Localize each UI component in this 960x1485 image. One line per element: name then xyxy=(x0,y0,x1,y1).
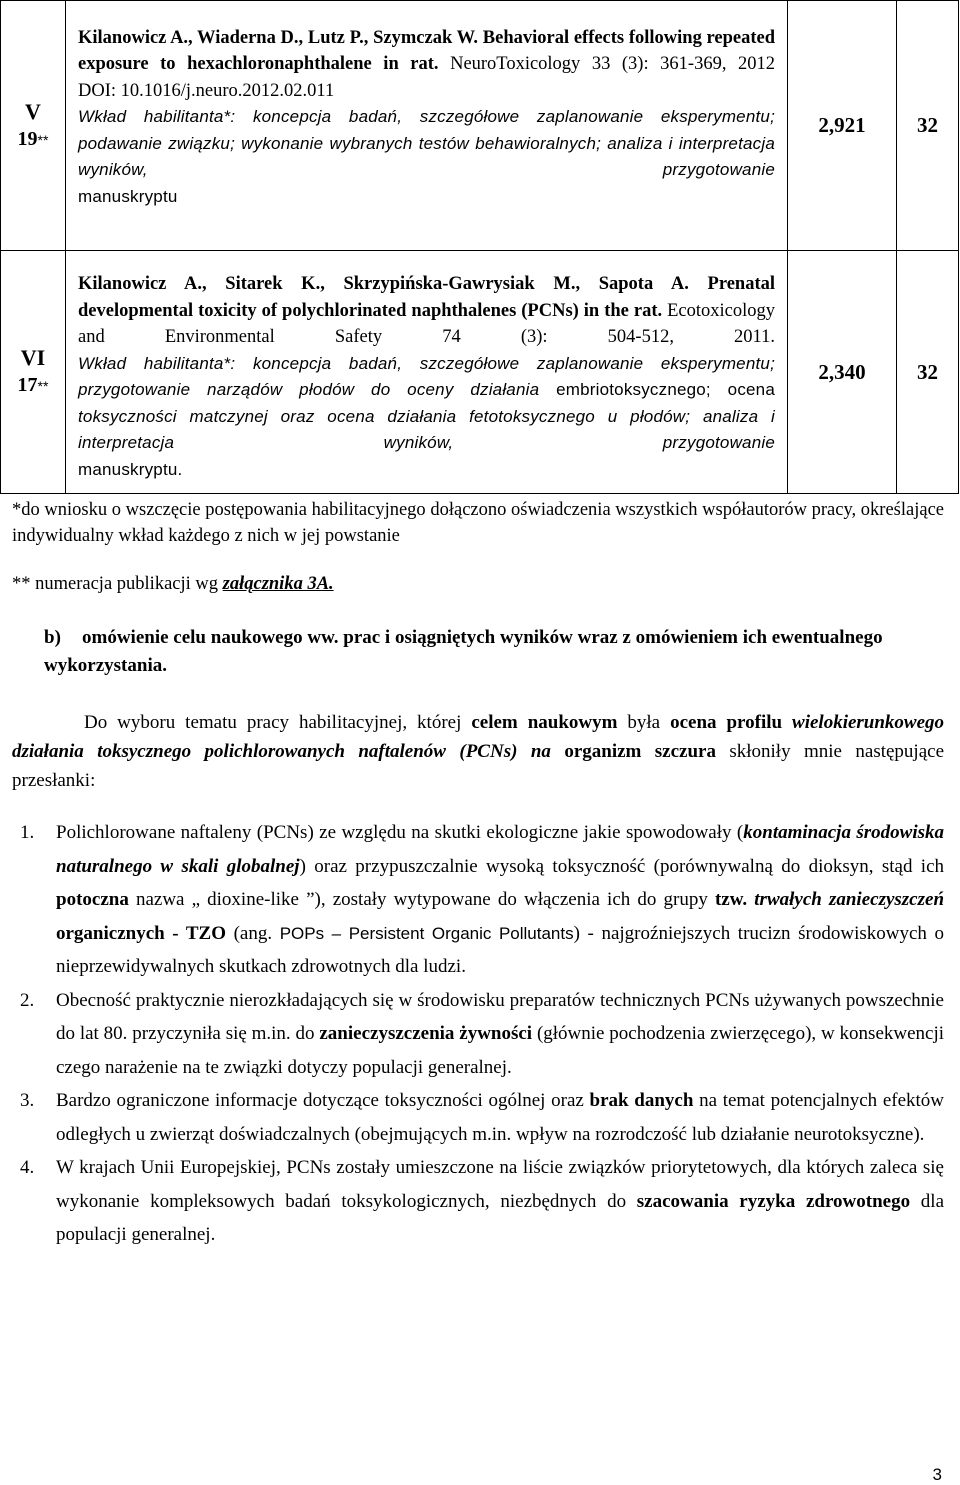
contribution-label: Wkład habilitanta*: xyxy=(78,107,236,127)
contribution-end: manuskryptu. xyxy=(78,459,183,479)
item-number: 1. xyxy=(20,822,35,843)
appendix-number: 17 xyxy=(17,374,38,396)
item-emphasis: organicznych - TZO xyxy=(56,922,227,944)
page-number: 3 xyxy=(932,1465,942,1484)
article-title: Prenatal developmental toxicity of polychlorinated naphthalenes (PCNs) in the rat. xyxy=(78,274,776,321)
item-text: (ang. xyxy=(233,922,273,944)
table-row xyxy=(1,251,959,494)
item-text: Polichlorowane naftaleny (PCNs) ze względu na skutki ekologiczne jakie spowodowały ( xyxy=(56,822,744,843)
contribution-text: koncepcja badań, szczegółowe zaplanowanie eksperymentu; przygotowanie narządów płodów do oceny działania xyxy=(78,353,775,399)
points: 32 xyxy=(897,251,959,494)
footnote-coauthors xyxy=(12,497,944,549)
list-item xyxy=(12,1151,944,1252)
item-text: ) - najgroźniejszych trucizn środowiskowych o nieprzewidywalnych skutkach zdrowotnych dla ludzi. xyxy=(56,922,944,977)
appendix-reference: załącznika 3A. xyxy=(222,574,334,594)
publication-description xyxy=(66,1,788,251)
impact-factor: 2,921 xyxy=(788,1,897,251)
intro-emphasis: wielokierunkowego działania toksycznego polichlorowanych naftalenów (PCNs) na xyxy=(12,712,945,762)
section-title: omówienie celu naukowego ww. prac i osiągniętych wyników wraz z omówieniem ich ewentualnego wykorzystania. xyxy=(44,627,883,676)
journal-citation: NeuroToxicology 33 (3): 361-369, 2012 xyxy=(450,54,775,75)
footnote-numbering xyxy=(12,571,944,597)
article-title: Behavioral effects following repeated exposure to hexachloronaphthalene in rat. xyxy=(78,27,776,75)
item-emphasis: szacowania ryzyka zdrowotnego xyxy=(636,1190,911,1212)
list-item xyxy=(12,1084,944,1151)
authors: Kilanowicz A., Sitarek K., Skrzypińska-Gawrysiak M., Sapota A. xyxy=(78,274,689,294)
publication-number xyxy=(1,1,66,251)
item-number: 3. xyxy=(20,1090,35,1111)
item-emphasis: trwałych zanieczyszczeń xyxy=(754,889,945,910)
item-text: Bardzo ograniczone informacje dotyczące toksyczności ogólnej oraz xyxy=(56,1090,584,1111)
table-row xyxy=(1,1,959,251)
list-item xyxy=(12,816,944,984)
item-text: W krajach Unii Europejskiej, PCNs zostały umieszczone na liście związków priorytetowych, dla których zaleca się wykonanie kompleksowych badań toksykologicznych, niezbędnych do xyxy=(56,1157,944,1212)
points: 32 xyxy=(897,1,959,251)
item-emphasis: kontaminacja środowiska naturalnego w skali globalnej xyxy=(56,822,944,877)
item-text: na temat potencjalnych efektów odległych u zwierząt doświadczalnych (obejmujących m.in. wpływ na rozrodczość lub działanie neurotoksyczne). xyxy=(56,1090,945,1145)
roman-numeral: VI xyxy=(20,345,46,370)
item-text: Obecność praktycznie nierozkładających się w środowisku preparatów technicznych PCNs używanych powszechnie do lat 80. przyczyniła się m.in. do xyxy=(56,989,944,1044)
item-emphasis: brak danych xyxy=(589,1090,694,1111)
section-heading xyxy=(44,624,944,680)
contribution-end: manuskryptu xyxy=(78,186,178,206)
contribution-text: embriotoksycznego; ocena xyxy=(556,380,775,399)
doi: DOI: 10.1016/j.neuro.2012.02.011 xyxy=(78,80,335,101)
item-emphasis: potoczna xyxy=(56,889,129,910)
asterisk-mark: ** xyxy=(37,131,49,148)
contribution-label: Wkład habilitanta*: xyxy=(78,353,236,373)
intro-text: skłoniły mnie następujące przesłanki: xyxy=(12,741,945,791)
intro-emphasis: organizm szczura xyxy=(564,741,716,762)
item-text: (głównie pochodzenia zwierzęcego), w konsekwencji czego narażenie na te związki dotyczy populacji generalnej. xyxy=(56,1023,945,1078)
intro-emphasis: ocena profilu xyxy=(670,712,783,733)
authors: Kilanowicz A., Wiaderna D., Lutz P., Szymczak W. xyxy=(78,27,479,48)
item-text: nazwa „ dioxine-like ”), zostały wytypowane do włączenia ich do grupy xyxy=(135,889,708,910)
roman-numeral: V xyxy=(25,98,41,124)
publication-table xyxy=(0,0,959,494)
item-number: 4. xyxy=(20,1157,35,1178)
intro-paragraph xyxy=(12,708,944,795)
appendix-number: 19 xyxy=(17,127,38,150)
intro-text: Do wyboru tematu pracy habilitacyjnej, której xyxy=(84,712,462,733)
publication-number xyxy=(1,251,66,494)
footnote-prefix: ** numeracja publikacji wg xyxy=(12,574,219,594)
item-text: POPs – Persistent Organic Pollutants xyxy=(279,923,574,943)
item-text: dla populacji generalnej. xyxy=(56,1190,945,1245)
item-emphasis: tzw. xyxy=(714,889,748,910)
item-emphasis: zanieczyszczenia żywności xyxy=(319,1023,533,1044)
contribution-text: toksyczności matczynej oraz ocena działania fetotoksycznego u płodów; analiza i interpretacja wyników, przygotowanie xyxy=(78,406,775,452)
journal-citation: Ecotoxicology and Environmental Safety 74 (3): 504-512, 2011. xyxy=(78,300,776,347)
asterisk-mark: ** xyxy=(37,378,49,394)
list-item xyxy=(12,984,944,1085)
impact-factor: 2,340 xyxy=(788,251,897,494)
item-text: ) oraz przypuszczalnie wysoką toksyczność (porównywalną do dioksyn, stąd ich xyxy=(299,855,945,877)
intro-text: była xyxy=(627,712,661,733)
footnote-text: *do wniosku o wszczęcie postępowania habilitacyjnego dołączono oświadczenia wszystkich współautorów pracy, określające indywidualny wkład każdego z nich w jej powstanie xyxy=(12,500,944,546)
section-marker: b) xyxy=(44,627,61,648)
contribution-text: koncepcja badań, szczegółowe zaplanowanie eksperymentu; podawanie związku; wykonanie wybranych testów behawioralnych; analiza i interpretacja wyników, przygotowanie xyxy=(78,107,775,180)
intro-emphasis: celem naukowym xyxy=(471,712,618,733)
premises-list xyxy=(12,816,944,1252)
item-number: 2. xyxy=(20,989,35,1011)
publication-description xyxy=(66,251,788,494)
